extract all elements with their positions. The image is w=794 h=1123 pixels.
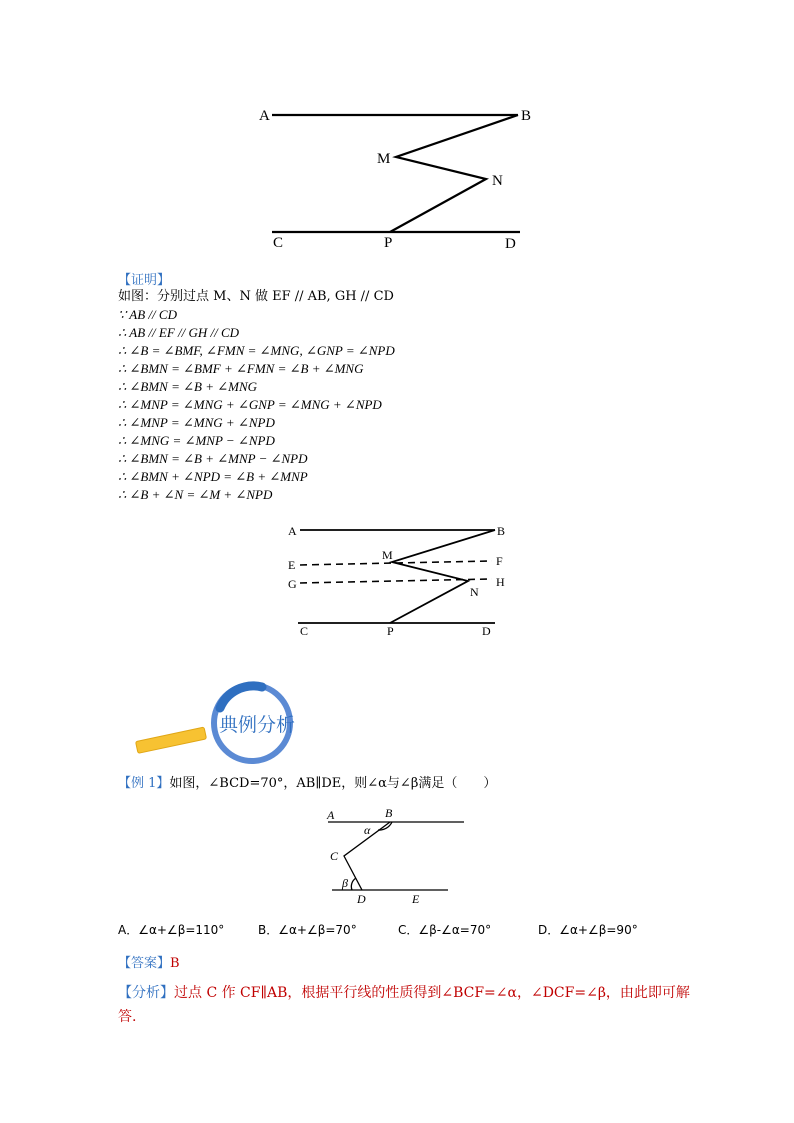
label-p: P	[387, 624, 394, 638]
label-m: M	[377, 151, 391, 167]
example-question	[118, 775, 496, 793]
analysis-tag: 【分析】	[118, 985, 174, 1001]
example-question-text: 如图，∠BCD=70°，AB∥DE，则∠α与∠β满足（ ）	[169, 776, 497, 791]
answer-value: B	[170, 956, 180, 971]
label-beta: β	[342, 876, 348, 890]
answer-tag: 【答案】	[118, 956, 171, 971]
label-c: C	[300, 624, 309, 638]
proof-line: ∴ ∠MNP = ∠MNG + ∠NPD	[118, 415, 275, 430]
label-d: D	[505, 236, 516, 252]
analysis-block	[118, 981, 690, 1029]
answer-line	[118, 955, 180, 973]
label-f: F	[496, 554, 503, 568]
label-e: E	[412, 892, 420, 906]
analysis-line-2: 答.	[118, 1009, 137, 1025]
label-b: B	[497, 524, 506, 538]
label-c: C	[273, 235, 284, 251]
example-tag: 【例 1】	[118, 776, 170, 791]
label-n: N	[470, 585, 479, 599]
label-d: D	[357, 892, 366, 906]
figure-zigzag-auxiliary	[280, 518, 520, 648]
label-a: A	[288, 524, 297, 538]
label-m: M	[382, 548, 393, 562]
label-p: P	[384, 235, 393, 251]
section-badge-label: 典例分析	[219, 714, 296, 736]
proof-line: ∴ ∠BMN = ∠B + ∠MNP − ∠NPD	[118, 451, 308, 466]
proof-line: ∴ ∠B + ∠N = ∠M + ∠NPD	[118, 487, 273, 502]
proof-line: ∵ AB // CD	[118, 307, 177, 322]
option-d[interactable]: D．∠α+∠β=90°	[538, 923, 638, 937]
label-a: A	[259, 108, 270, 124]
label-alpha: α	[364, 823, 371, 837]
analysis-text: 过点 C 作 CF∥AB，根据平行线的性质得到∠BCF=∠α，∠DCF=∠β，由此即可解	[174, 985, 690, 1001]
label-g: G	[288, 577, 297, 591]
label-n: N	[492, 173, 503, 189]
label-b: B	[521, 108, 532, 124]
proof-line: ∴ ∠BMN = ∠BMF + ∠FMN = ∠B + ∠MNG	[118, 361, 364, 376]
proof-line: ∴ ∠MNG = ∠MNP − ∠NPD	[118, 433, 275, 448]
proof-line: ∴ ∠BMN = ∠B + ∠MNG	[118, 379, 258, 394]
angle-beta-arc	[351, 878, 356, 890]
label-h: H	[496, 575, 505, 589]
proof-line: ∴ ∠MNP = ∠MNG + ∠GNP = ∠MNG + ∠NPD	[118, 397, 382, 412]
analysis-line-1	[118, 981, 690, 1005]
label-b: B	[385, 806, 393, 820]
option-c[interactable]: C．∠β-∠α=70°	[398, 923, 492, 937]
zigzag-b-m-n-p	[390, 530, 495, 623]
magnifier-handle	[136, 727, 207, 753]
proof-line: ∴ ∠B = ∠BMF, ∠FMN = ∠MNG, ∠GNP = ∠NPD	[118, 343, 395, 358]
proof-header: 【证明】	[118, 273, 171, 288]
proof-line: 如图：分别过点 M、N 做 EF // AB, GH // CD	[118, 289, 394, 304]
proof-line: ∴ ∠BMN + ∠NPD = ∠B + ∠MNP	[118, 469, 308, 484]
label-c: C	[330, 849, 339, 863]
option-a[interactable]: A．∠α+∠β=110°	[118, 923, 225, 937]
label-e: E	[288, 558, 296, 572]
figure-zigzag-parallel	[250, 98, 550, 258]
figure-example-angles	[322, 804, 467, 908]
option-b[interactable]: B．∠α+∠β=70°	[258, 923, 357, 937]
proof-body	[118, 288, 395, 504]
proof-line: ∴ AB // EF // GH // CD	[118, 325, 240, 340]
label-d: D	[482, 624, 491, 638]
label-a: A	[327, 808, 335, 822]
